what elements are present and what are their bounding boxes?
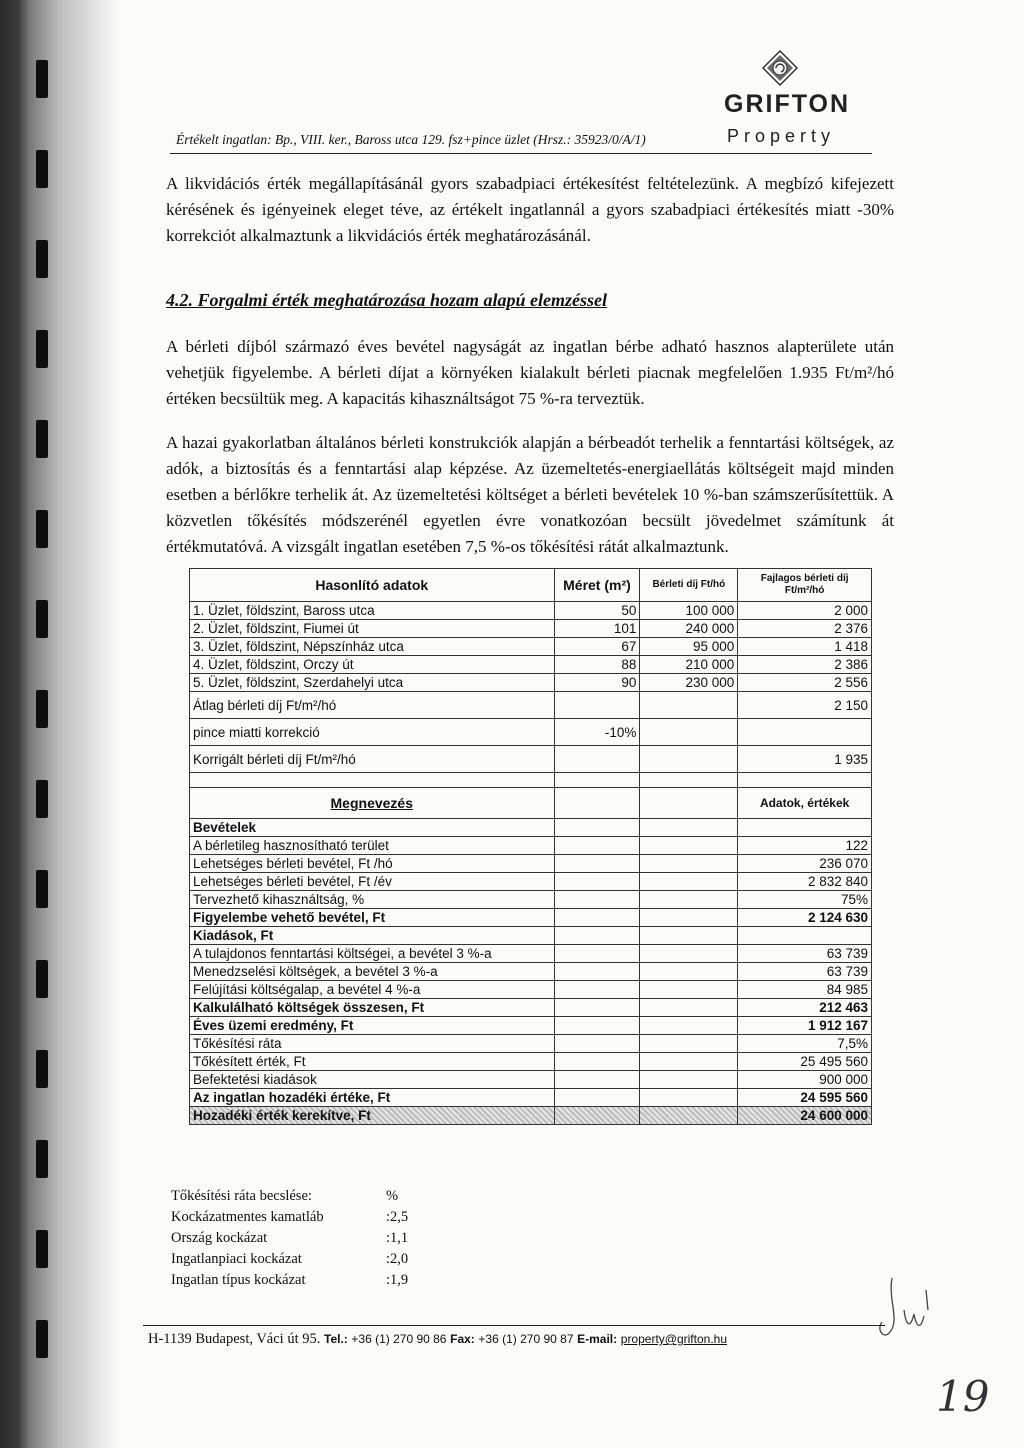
income-value: 75% xyxy=(738,891,872,909)
binding-hole xyxy=(36,690,48,728)
binding-hole xyxy=(36,60,48,98)
table-row xyxy=(190,602,872,620)
income-value: 2 832 840 xyxy=(738,873,872,891)
cap-rate-title: Tőkésítési ráta becslése: xyxy=(171,1188,312,1204)
header-divider xyxy=(170,153,872,154)
income-label: Befektetési kiadások xyxy=(190,1071,555,1089)
final-value-label: Hozadéki érték kerekítve, Ft xyxy=(190,1107,555,1125)
footer-divider xyxy=(143,1325,885,1326)
income-label: Tervezhető kihasználtság, % xyxy=(190,891,555,909)
income-row xyxy=(190,999,872,1017)
income-label: Éves üzemi eredmény, Ft xyxy=(190,1017,555,1035)
rate-item-label: Ingatlanpiaci kockázat xyxy=(171,1251,302,1267)
income-value: 25 495 560 xyxy=(738,1053,872,1071)
final-value: 24 600 000 xyxy=(738,1107,872,1125)
income-value: 63 739 xyxy=(738,945,872,963)
income-header-row xyxy=(190,788,872,819)
income-label: Kiadások, Ft xyxy=(190,927,555,945)
row-size: 88 xyxy=(554,656,640,674)
income-label: Tőkésítési ráta xyxy=(190,1035,555,1053)
income-row xyxy=(190,855,872,873)
footer xyxy=(148,1331,727,1348)
income-label: A bérletileg hasznosítható terület xyxy=(190,837,555,855)
comparison-header-specific: Fajlagos bérleti díj Ft/m²/hó xyxy=(738,569,872,602)
corrected-label: Korrigált bérleti díj Ft/m²/hó xyxy=(190,746,555,773)
comparison-header-label: Hasonlító adatok xyxy=(190,569,555,602)
binding-hole xyxy=(36,780,48,818)
row-size: 50 xyxy=(554,602,640,620)
row-rent: 240 000 xyxy=(640,620,738,638)
table-row xyxy=(190,620,872,638)
paragraph-costs: A hazai gyakorlatban általános bérleti konstrukciók alapján a bérbeadót terhelik a fenntartási költségek, az adók, a biztosítás és a fenntartási alap képzése. Az üzemeltetés-energiaellátás költségeit majd minden esetben a bérlőkre terhelik át. Az üzemeltetési költséget a bérleti bevételek 10 %-ban számszerűsítettük. A közvetlen tőkésítés módszerénél egyetlen évre vonatkozóan becsült jövedelmet számítunk át értékmutatóvá. A vizsgált ingatlan esetében 7,5 %-os tőkésítési rátát alkalmaztunk. xyxy=(166,433,894,556)
table-row xyxy=(190,638,872,656)
income-row xyxy=(190,1071,872,1089)
binding-hole xyxy=(36,240,48,278)
row-label: 2. Üzlet, földszint, Fiumei út xyxy=(190,620,555,638)
income-label: Lehetséges bérleti bevétel, Ft /hó xyxy=(190,855,555,873)
footer-email-link[interactable]: property@grifton.hu xyxy=(620,1332,728,1346)
income-value xyxy=(738,927,872,945)
income-row xyxy=(190,945,872,963)
income-value: 84 985 xyxy=(738,981,872,999)
row-specific: 2 386 xyxy=(738,656,872,674)
income-row xyxy=(190,837,872,855)
average-label: Átlag bérleti díj Ft/m²/hó xyxy=(190,692,555,719)
income-row xyxy=(190,1017,872,1035)
cap-rate-estimate xyxy=(171,1186,408,1291)
page-number-mark: 19 xyxy=(936,1372,990,1421)
corrected-value: 1 935 xyxy=(738,746,872,773)
footer-tel: +36 (1) 270 90 86 xyxy=(351,1332,447,1346)
logo-subtitle: Property xyxy=(727,126,836,146)
cap-rate-unit: % xyxy=(386,1188,399,1204)
row-label: 3. Üzlet, földszint, Népszínház utca xyxy=(190,638,555,656)
binding-hole xyxy=(36,1050,48,1088)
income-value: 63 739 xyxy=(738,963,872,981)
comparison-header-row xyxy=(190,569,872,602)
income-row xyxy=(190,963,872,981)
binding-hole xyxy=(36,420,48,458)
income-row xyxy=(190,819,872,837)
row-specific: 1 418 xyxy=(738,638,872,656)
paragraph-rent: A bérleti díjból származó éves bevétel nagyságát az ingatlan bérbe adható hasznos alapterülete után vehetjük figyelembe. A bérleti díjat a környéken kialakult bérleti piacnak megfelelően 1.935 Ft/m²/hó értéken becsültük meg. A kapacitás kihasználtságot 75 %-ra terveztük. xyxy=(166,337,894,408)
binding-hole xyxy=(36,600,48,638)
diamond-logo-icon xyxy=(762,50,798,86)
valuation-table xyxy=(189,568,872,1125)
row-specific: 2 376 xyxy=(738,620,872,638)
binding-hole xyxy=(36,330,48,368)
income-label: Kalkulálható költségek összesen, Ft xyxy=(190,999,555,1017)
section-title: 4.2. Forgalmi érték meghatározása hozam alapú elemzéssel xyxy=(166,290,608,310)
rate-item-value: :2,5 xyxy=(386,1209,409,1225)
row-specific: 2 556 xyxy=(738,674,872,692)
spacer-row xyxy=(190,773,872,788)
income-value: 7,5% xyxy=(738,1035,872,1053)
rate-item-value: :2,0 xyxy=(386,1251,409,1267)
binding-hole xyxy=(36,150,48,188)
income-label: A tulajdonos fenntartási költségei, a bevétel 3 %-a xyxy=(190,945,555,963)
footer-fax-label: Fax: xyxy=(450,1332,475,1346)
binding-hole xyxy=(36,1320,48,1358)
paragraph-liquidation: A likvidációs érték megállapításánál gyors szabadpiaci értékesítést feltételezünk. A megbízó kifejezett kérésének és igényeinek eleget téve, az értékelt ingatlannál a gyors szabadpiaci értékesítés miatt -30% korrekciót alkalmaztunk a likvidációs érték meghatározásánál. xyxy=(166,174,894,245)
property-reference: Értékelt ingatlan: Bp., VIII. ker., Baross utca 129. fsz+pince üzlet (Hrsz.: 35923/0/A/1) xyxy=(176,132,646,147)
income-label: Bevételek xyxy=(190,819,555,837)
binding-hole xyxy=(36,870,48,908)
signature-initials xyxy=(870,1270,940,1350)
income-row xyxy=(190,891,872,909)
rate-item-value: :1,9 xyxy=(386,1272,409,1288)
income-row xyxy=(190,873,872,891)
row-label: 5. Üzlet, földszint, Szerdahelyi utca xyxy=(190,674,555,692)
income-label: Lehetséges bérleti bevétel, Ft /év xyxy=(190,873,555,891)
income-value xyxy=(738,819,872,837)
row-rent: 210 000 xyxy=(640,656,738,674)
table-row xyxy=(190,674,872,692)
row-rent: 95 000 xyxy=(640,638,738,656)
footer-email-label: E-mail: xyxy=(577,1332,618,1346)
rate-item-label: Ingatlan típus kockázat xyxy=(171,1272,306,1288)
row-size: 90 xyxy=(554,674,640,692)
footer-address: H-1139 Budapest, Váci út 95. xyxy=(148,1331,321,1347)
income-value: 24 595 560 xyxy=(738,1089,872,1107)
binding-hole xyxy=(36,510,48,548)
income-row xyxy=(190,1053,872,1071)
row-size: 67 xyxy=(554,638,640,656)
correction-value: -10% xyxy=(554,719,640,746)
binding-hole xyxy=(36,1230,48,1268)
comparison-header-rent: Bérleti díj Ft/hó xyxy=(640,569,738,602)
income-label: Menedzselési költségek, a bevétel 3 %-a xyxy=(190,963,555,981)
scan-edge-shadow xyxy=(0,0,120,1448)
average-value: 2 150 xyxy=(738,692,872,719)
income-row xyxy=(190,1089,872,1107)
row-rent: 230 000 xyxy=(640,674,738,692)
income-value: 236 070 xyxy=(738,855,872,873)
income-row xyxy=(190,909,872,927)
rate-item-value: :1,1 xyxy=(386,1230,409,1246)
income-value: 1 912 167 xyxy=(738,1017,872,1035)
rate-item-label: Ország kockázat xyxy=(171,1230,268,1246)
rate-item-label: Kockázatmentes kamatláb xyxy=(171,1209,324,1225)
binding-hole xyxy=(36,960,48,998)
footer-tel-label: Tel.: xyxy=(324,1332,348,1346)
row-label: 1. Üzlet, földszint, Baross utca xyxy=(190,602,555,620)
correction-row xyxy=(190,719,872,746)
row-specific: 2 000 xyxy=(738,602,872,620)
income-value: 2 124 630 xyxy=(738,909,872,927)
corrected-row xyxy=(190,746,872,773)
income-header-value: Adatok, értékek xyxy=(738,788,872,819)
average-row xyxy=(190,692,872,719)
income-label: Tőkésített érték, Ft xyxy=(190,1053,555,1071)
row-label: 4. Üzlet, földszint, Orczy út xyxy=(190,656,555,674)
income-header-label: Megnevezés xyxy=(190,788,555,819)
income-row xyxy=(190,927,872,945)
income-label: Figyelembe vehető bevétel, Ft xyxy=(190,909,555,927)
income-row xyxy=(190,1035,872,1053)
income-label: Felújítási költségalap, a bevétel 4 %-a xyxy=(190,981,555,999)
table-row xyxy=(190,656,872,674)
row-rent: 100 000 xyxy=(640,602,738,620)
income-value: 900 000 xyxy=(738,1071,872,1089)
comparison-header-size: Méret (m²) xyxy=(554,569,640,602)
income-row xyxy=(190,981,872,999)
income-value: 122 xyxy=(738,837,872,855)
footer-fax: +36 (1) 270 90 87 xyxy=(478,1332,574,1346)
income-label: Az ingatlan hozadéki értéke, Ft xyxy=(190,1089,555,1107)
income-value: 212 463 xyxy=(738,999,872,1017)
binding-hole xyxy=(36,1140,48,1178)
row-size: 101 xyxy=(554,620,640,638)
correction-label: pince miatti korrekció xyxy=(190,719,555,746)
final-value-row xyxy=(190,1107,872,1125)
logo-name: GRIFTON xyxy=(724,90,851,118)
